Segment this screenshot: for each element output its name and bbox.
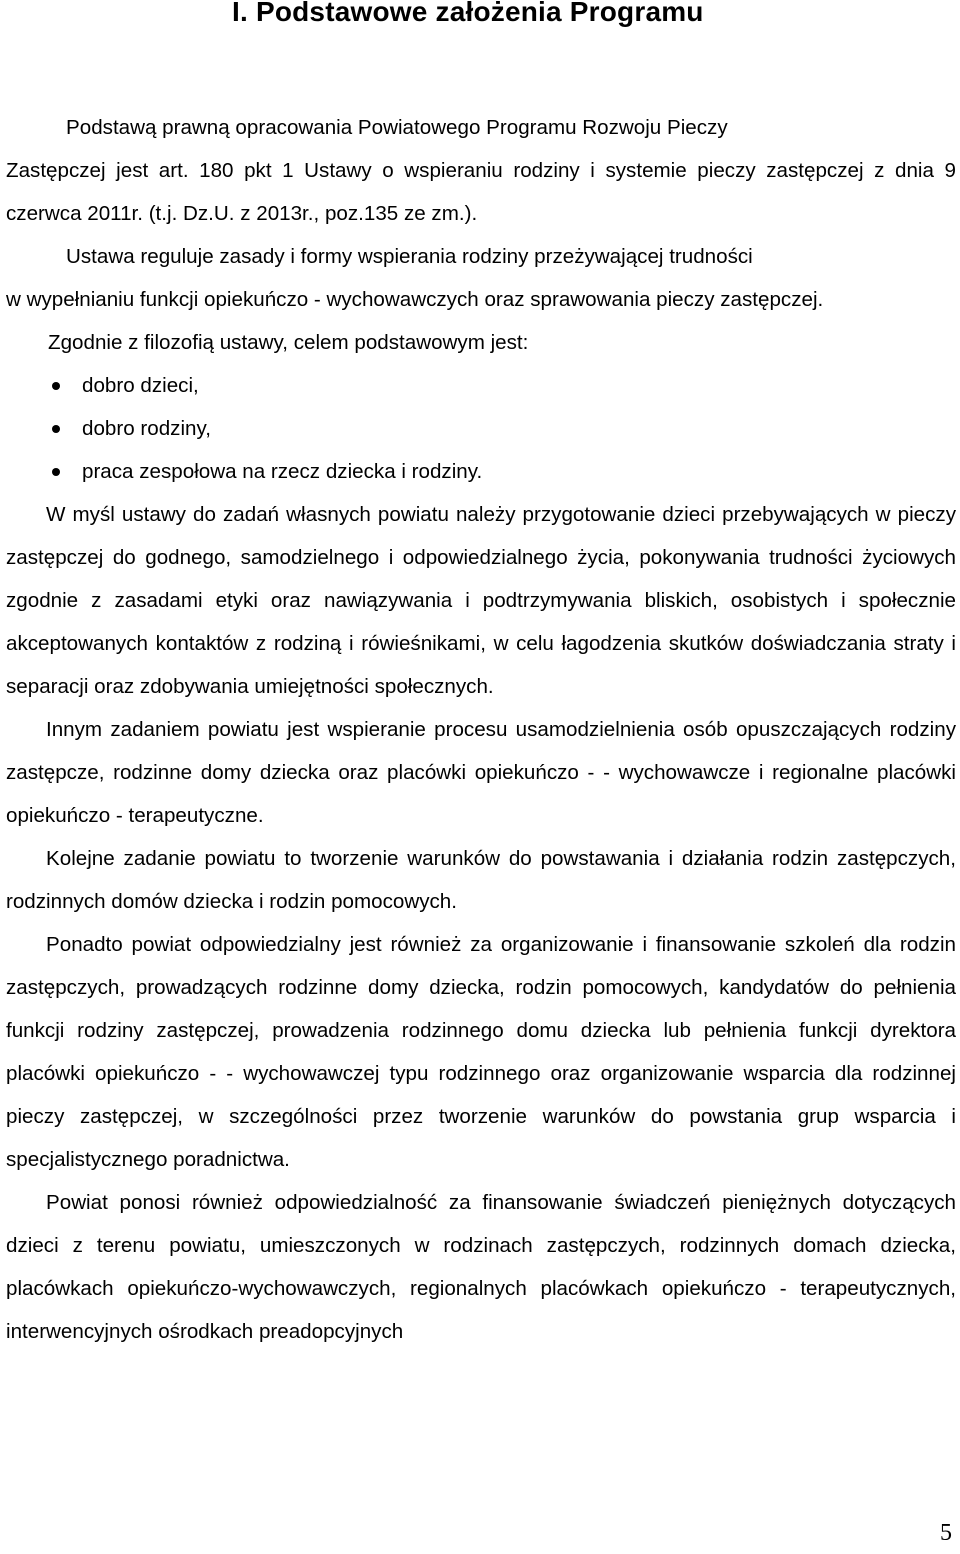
paragraph-legal-basis (6, 106, 956, 235)
document-body (6, 106, 956, 1353)
paragraph-legal-basis-first-line: Podstawą prawną opracowania Powiatowego Programu Rozwoju Pieczy (66, 116, 728, 139)
paragraph-own-tasks: W myśl ustawy do zadań własnych powiatu należy przygotowanie dzieci przebywających w pieczy zastępczej do godnego, samodzielnego i odpowiedzialnego życia, pokonywania trudności życiowych zgodnie z zasadami etyki oraz nawiązywania i podtrzymywania bliskich, osobistych i społecznie akceptowanych kontaktów z rodziną i rówieśnikami, w celu łagodzenia skutków doświadczania straty i separacji oraz zdobywania umiejętności społecznych. (6, 503, 956, 698)
paragraph-act-scope (6, 235, 956, 321)
paragraph-family-creation: Kolejne zadanie powiatu to tworzenie warunków do powstawania i działania rodzin zastępczych, rodzinnych domów dziecka i rodzin pomocowych. (6, 847, 956, 913)
page-number: 5 (940, 1520, 952, 1546)
list-item-text: dobro rodziny, (82, 417, 211, 440)
paragraph-act-scope-rest: w wypełnianiu funkcji opiekuńczo - wychowawczych oraz sprawowania pieczy zastępczej. (6, 288, 824, 311)
list-item (6, 450, 956, 493)
philosophy-intro: Zgodnie z filozofią ustawy, celem podstawowym jest: (48, 331, 529, 354)
paragraph-independence-support: Innym zadaniem powiatu jest wspieranie procesu usamodzielnienia osób opuszczających rodziny zastępcze, rodzinne domy dziecka oraz placówki opiekuńczo - - wychowawcze i regionalne placówki opiekuńczo - terapeutyczne. (6, 718, 956, 827)
bullet-icon (52, 382, 60, 390)
paragraph-training-financing: Ponadto powiat odpowiedzialny jest również za organizowanie i finansowanie szkoleń dla rodzin zastępczych, prowadzących rodzinne domy dziecka, rodzin pomocowych, kandydatów do pełnienia funkcji rodziny zastępczej, prowadzenia rodzinnego domu dziecka lub pełnienia funkcji dyrektora placówki opiekuńczo - - wychowawczej typu rodzinnego oraz organizowanie wsparcia dla rodzinnej pieczy zastępczej, w szczególności przez tworzenie warunków do powstania grup wsparcia i specjalistycznego poradnictwa. (6, 933, 956, 1171)
goals-list (6, 364, 956, 493)
bullet-icon (52, 425, 60, 433)
list-item (6, 407, 956, 450)
list-item (6, 364, 956, 407)
bullet-icon (52, 468, 60, 476)
paragraph-legal-basis-rest: Zastępczej jest art. 180 pkt 1 Ustawy o wspieraniu rodziny i systemie pieczy zastępczej z dnia 9 czerwca 2011r. (t.j. Dz.U. z 2013r., poz.135 ze zm.). (6, 159, 956, 225)
paragraph-benefits-financing: Powiat ponosi również odpowiedzialność za finansowanie świadczeń pieniężnych dotyczących dzieci z terenu powiatu, umieszczonych w rodzinach zastępczych, rodzinnych domach dziecka, placówkach opiekuńczo-wychowawczych, regionalnych placówkach opiekuńczo - terapeutycznych, interwencyjnych ośrodkach preadopcyjnych (6, 1191, 956, 1343)
paragraph-act-scope-first-line: Ustawa reguluje zasady i formy wspierania rodziny przeżywającej trudności (66, 245, 753, 268)
section-heading: I. Podstawowe założenia Programu (232, 0, 704, 27)
list-item-text: praca zespołowa na rzecz dziecka i rodziny. (82, 460, 483, 483)
list-item-text: dobro dzieci, (82, 374, 199, 397)
